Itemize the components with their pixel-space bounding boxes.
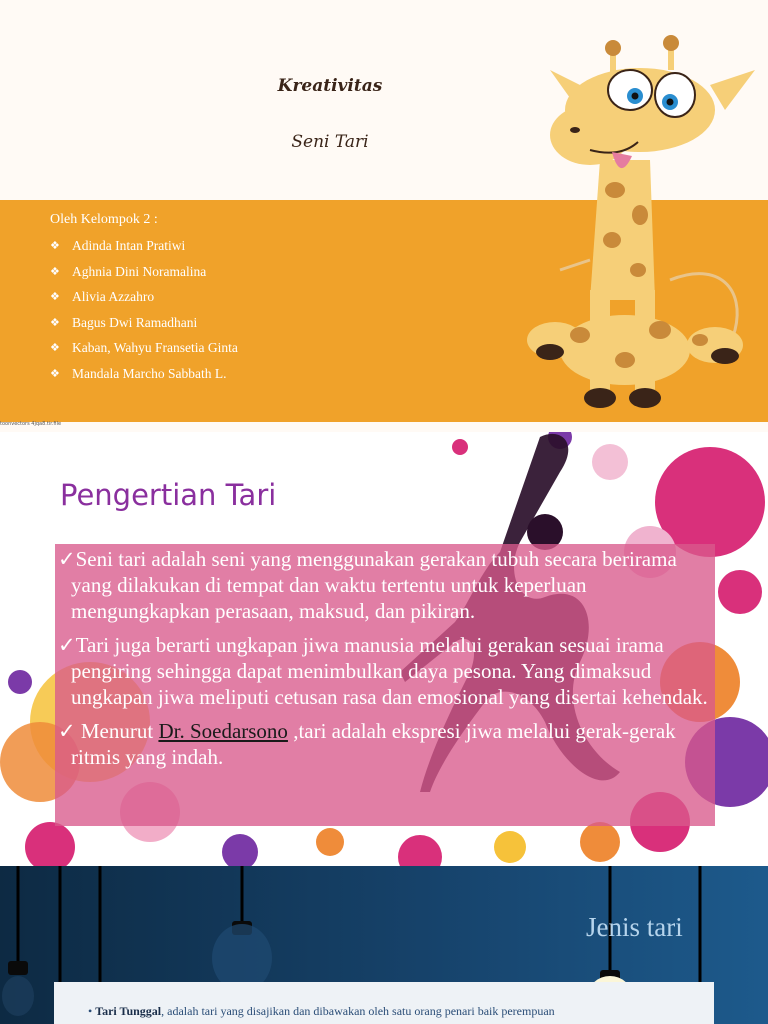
member-name: Alivia Azzahro [72,289,155,304]
member-name: Bagus Dwi Ramadhani [72,314,198,330]
title-line-1: Kreativitas [277,76,383,96]
list-item [88,1004,748,1019]
dance-type-term: Tari Tunggal [95,1004,162,1018]
diamond-bullet-icon: ❖ [50,291,60,303]
image-credit: toonvectors 4jqa8.tir.file [0,421,62,427]
quote-paragraph: ✓ Menurut Dr. Soedarsono ,tari adalah ekspresi jiwa melalui gerak-gerak ritmis yang indah. [58,719,676,769]
member-list [50,238,238,391]
diamond-bullet-icon: ❖ [50,265,60,278]
member-name: Aghnia Dini Noramalina [72,263,207,279]
slide-jenis-tari [0,866,768,1024]
giraffe-illustration [520,30,768,425]
bullet-icon: • [88,1004,93,1018]
diamond-bullet-icon: ❖ [50,342,60,354]
member-name: Kaban, Wahyu Fransetia Ginta [72,340,238,355]
soedarsono-link[interactable]: Dr. Soedarsono [158,719,288,743]
member-name: Adinda Intan Pratiwi [72,238,186,253]
list-item [50,289,238,315]
checkmark-icon: ✓ [58,547,76,571]
group-label: Oleh Kelompok 2 : [50,212,158,227]
title-line-2: Seni Tari [291,132,369,152]
definition-text [58,546,718,778]
diamond-bullet-icon: ❖ [50,367,60,380]
diamond-bullet-icon: ❖ [50,316,60,329]
list-item [50,238,238,264]
checkmark-icon: ✓ [58,633,76,657]
definition-paragraph: ✓Tari juga berarti ungkapan jiwa manusia melalui gerakan sesuai irama pengiring sehingga dapat menimbulkan daya pesona. Yang dimaksud ungkapan jiwa meliputi cetusan rasa dan emosional yang disertai kehendak. [58,633,708,709]
slide-heading: Pengertian Tari [60,478,277,512]
dance-type-description: , adalah tari yang disajikan dan dibawakan oleh satu orang penari baik perempuan [161,1004,555,1018]
diamond-bullet-icon: ❖ [50,240,60,252]
list-item [50,264,238,290]
slide-heading: Jenis tari [586,912,683,942]
definition-paragraph: ✓Seni tari adalah seni yang menggunakan gerakan tubuh secara berirama yang dilakukan di tempat dan waktu tertentu untuk keperluan mengungkapkan perasaan, maksud, dan pikiran. [58,547,677,623]
list-item [50,315,238,341]
slide-pengertian [0,432,768,866]
checkmark-icon: ✓ [58,719,76,743]
slide-title [0,0,768,432]
list-item [50,340,238,366]
member-name: Mandala Marcho Sabbath L. [72,365,227,381]
list-item [50,366,238,392]
